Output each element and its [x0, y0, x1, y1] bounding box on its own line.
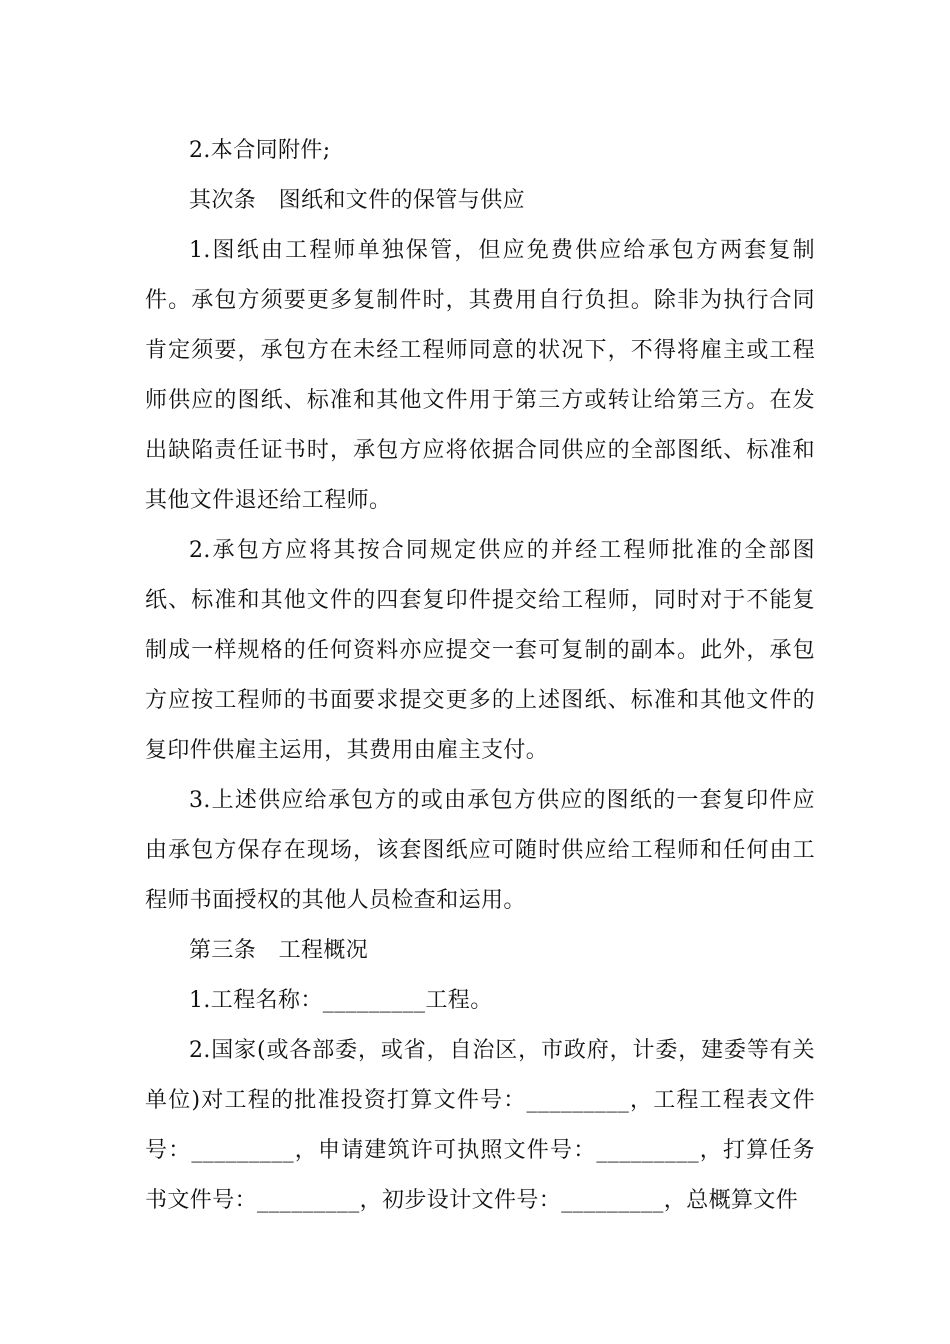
- article-three-heading: 第三条 工程概况: [189, 938, 369, 963]
- paragraph-project-name: 1.工程名称：_________工程。: [189, 988, 493, 1013]
- document-body: [145, 126, 815, 1226]
- paragraph-site-copy: 3.上述供应给承包方的或由承包方供应的图纸的一套复印件应由承包方保存在现场，该套图纸应可随时供应给工程师和任何由工程师书面授权的其他人员检查和运用。: [145, 788, 815, 913]
- paragraph-approval-documents: 2.国家(或各部委，或省，自治区，市政府，计委，建委等有关单位)对工程的批准投资打算文件号：_________，工程工程表文件号：_________，申请建筑许可执照文件号：_________，打算任务书文件号：_________，初步设计文件号：_________，总概算文件: [145, 1038, 815, 1213]
- article-two-heading: 其次条 图纸和文件的保管与供应: [189, 188, 526, 213]
- paragraph-drawings-submission: 2.承包方应将其按合同规定供应的并经工程师批准的全部图纸、标准和其他文件的四套复印件提交给工程师，同时对于不能复制成一样规格的任何资料亦应提交一套可复制的副本。此外，承包方应按工程师的书面要求提交更多的上述图纸、标准和其他文件的复印件供雇主运用，其费用由雇主支付。: [145, 538, 815, 763]
- paragraph-attachments: 2.本合同附件;: [189, 138, 331, 163]
- paragraph-drawings-custody: 1.图纸由工程师单独保管，但应免费供应给承包方两套复制件。承包方须要更多复制件时，其费用自行负担。除非为执行合同肯定须要，承包方在未经工程师同意的状况下，不得将雇主或工程师供应的图纸、标准和其他文件用于第三方或转让给第三方。在发出缺陷责任证书时，承包方应将依据合同供应的全部图纸、标准和其他文件退还给工程师。: [145, 238, 815, 513]
